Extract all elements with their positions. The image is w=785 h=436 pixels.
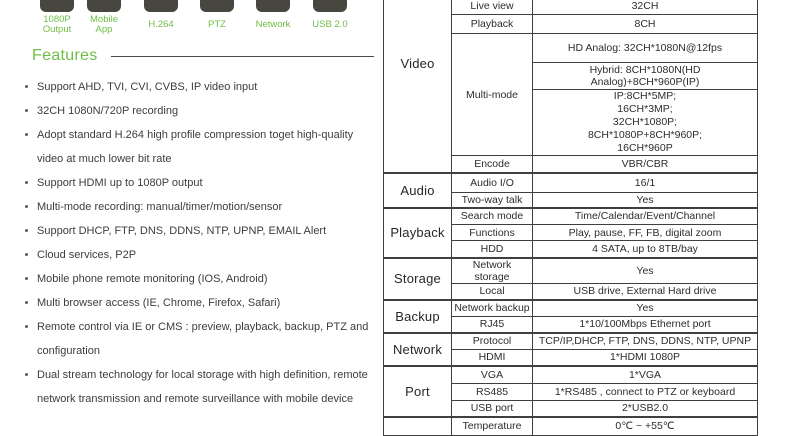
spec-table [383,0,758,436]
network-icon [256,0,290,12]
spec-item: Two-way talk [452,193,533,208]
spec-item: HDMI [452,349,533,366]
bullet-icon [25,205,28,208]
spec-item: RS485 [452,383,533,400]
spec-item: Multi-mode [452,34,533,156]
spec-value-line: 32CH*1080P; [612,116,678,128]
spec-value-line: 16CH*960P [617,142,673,154]
features-section [22,46,374,411]
feature-line: Support DHCP, FTP, DNS, DDNS, NTP, UPNP, EMAIL Alert [37,225,327,237]
spec-category: Network [384,333,452,366]
feature-line: Support HDMI up to 1080P output [37,177,203,189]
badge-label: H.264 [148,18,174,30]
spec-row [384,258,758,284]
spec-item: Encode [452,156,533,173]
badge-label: 1080P [43,13,71,25]
spec-value: TCP/IP,DHCP, FTP, DNS, DDNS, NTP, UPNP [533,333,758,349]
spec-value: Yes [533,300,758,316]
spec-value: Yes [533,193,758,208]
spec-value-line: IP:8CH*5MP; [613,90,677,102]
bullet-icon [25,325,28,328]
spec-item: Live view [452,0,533,15]
feature-list [22,75,374,411]
spec-value: Yes [533,258,758,284]
spec-value: 1*10/100Mbps Ethernet port [533,316,758,333]
feature-item [22,243,374,267]
1080p-output-icon [40,0,74,12]
spec-item: VGA [452,366,533,383]
spec-row [384,208,758,225]
badge-label: Output [42,24,72,35]
h264-icon [144,0,178,12]
usb2-icon [313,0,347,12]
spec-value: 1*HDMI 1080P [533,349,758,366]
spec-row [384,173,758,193]
feature-line: Remote control via IE or CMS : preview, playback, backup, PTZ and [37,321,369,333]
spec-row [384,417,758,435]
spec-value: 2*USB2.0 [533,400,758,417]
spec-item: Network storage [452,258,533,284]
feature-item [22,171,374,195]
spec-value: Time/Calendar/Event/Channel [533,208,758,225]
bullet-icon [25,373,28,376]
spec-item: Temperature [452,417,533,435]
badge-label: Mobile [90,13,118,25]
bullet-icon [25,109,28,112]
spec-item: Network backup [452,300,533,316]
badge-h264 [133,0,189,42]
spec-value: 32CH [533,0,758,15]
spec-value: 4 SATA, up to 8TB/bay [533,241,758,258]
spec-item: HDD [452,241,533,258]
mobile-app-icon [87,0,121,12]
spec-value-line: 16CH*3MP; [617,103,673,115]
spec-item: USB port [452,400,533,417]
badge-usb2 [302,0,358,42]
spec-value-line: 8CH*1080P+8CH*960P; [587,129,703,141]
spec-value: 16/1 [533,173,758,193]
feature-item [22,75,374,99]
feature-line: Mobile phone remote monitoring (IOS, Android) [37,273,268,285]
spec-item: Functions [452,225,533,241]
feature-line: video at much lower bit rate [37,153,172,165]
spec-value: Hybrid: 8CH*1080N(HD Analog)+8CH*960P(IP) [533,63,758,90]
spec-value: HD Analog: 32CH*1080N@12fps [533,34,758,63]
badge-mobile-app [76,0,132,42]
feature-line: configuration [37,345,100,357]
spec-category: Video [384,0,452,173]
feature-line: Support AHD, TVI, CVI, CVBS, IP video input [37,81,258,93]
spec-row [384,333,758,349]
spec-value: VBR/CBR [533,156,758,173]
spec-category: Storage [384,258,452,301]
spec-value: 0℃ ~ +55℃ [533,417,758,435]
bullet-icon [25,253,28,256]
badge-label: USB 2.0 [312,18,348,30]
spec-value: 8CH [533,15,758,34]
spec-row [384,300,758,316]
badge-ptz [189,0,245,42]
feature-line: 32CH 1080N/720P recording [37,105,179,117]
spec-category [384,417,452,435]
spec-category: Playback [384,208,452,258]
feature-line: network transmission and remote surveillance with mobile device [37,393,354,405]
spec-value: 1*VGA [533,366,758,383]
badge-label: Network [255,18,291,30]
bullet-icon [25,229,28,232]
spec-item: Audio I/O [452,173,533,193]
spec-item: Playback [452,15,533,34]
feature-item [22,123,374,171]
features-header [32,46,374,66]
spec-item: Local [452,283,533,300]
feature-item [22,267,374,291]
feature-item [22,219,374,243]
features-title: Features [32,47,98,64]
feature-item [22,99,374,123]
badge-label: App [95,24,113,35]
spec-value: Play, pause, FF, FB, digital zoom [533,225,758,241]
feature-line: Multi browser access (IE, Chrome, Firefox, Safari) [37,297,281,309]
bullet-icon [25,85,28,88]
badge-label: PTZ [208,18,226,30]
badge-network [245,0,301,42]
bullet-icon [25,301,28,304]
spec-item: RJ45 [452,316,533,333]
spec-value: 1*RS485 , connect to PTZ or keyboard [533,383,758,400]
bullet-icon [25,133,28,136]
spec-table-container [383,0,758,436]
features-divider [111,56,374,57]
feature-line: Cloud services, P2P [37,249,137,261]
spec-category: Port [384,366,452,417]
feature-item [22,291,374,315]
spec-row [384,0,758,15]
spec-category: Backup [384,300,452,333]
feature-item [22,315,374,363]
bullet-icon [25,277,28,280]
feature-item [22,363,374,411]
spec-category: Audio [384,173,452,208]
feature-line: Adopt standard H.264 high profile compression toget high-quality [37,129,354,141]
spec-value: USB drive, External Hard drive [533,283,758,300]
spec-item: Search mode [452,208,533,225]
spec-item: Protocol [452,333,533,349]
feature-line: Multi-mode recording: manual/timer/motion/sensor [37,201,283,213]
feature-item [22,195,374,219]
ptz-icon [200,0,234,12]
feature-line: Dual stream technology for local storage with high definition, remote [37,369,368,381]
spec-value [533,90,758,156]
spec-row [384,366,758,383]
bullet-icon [25,181,28,184]
